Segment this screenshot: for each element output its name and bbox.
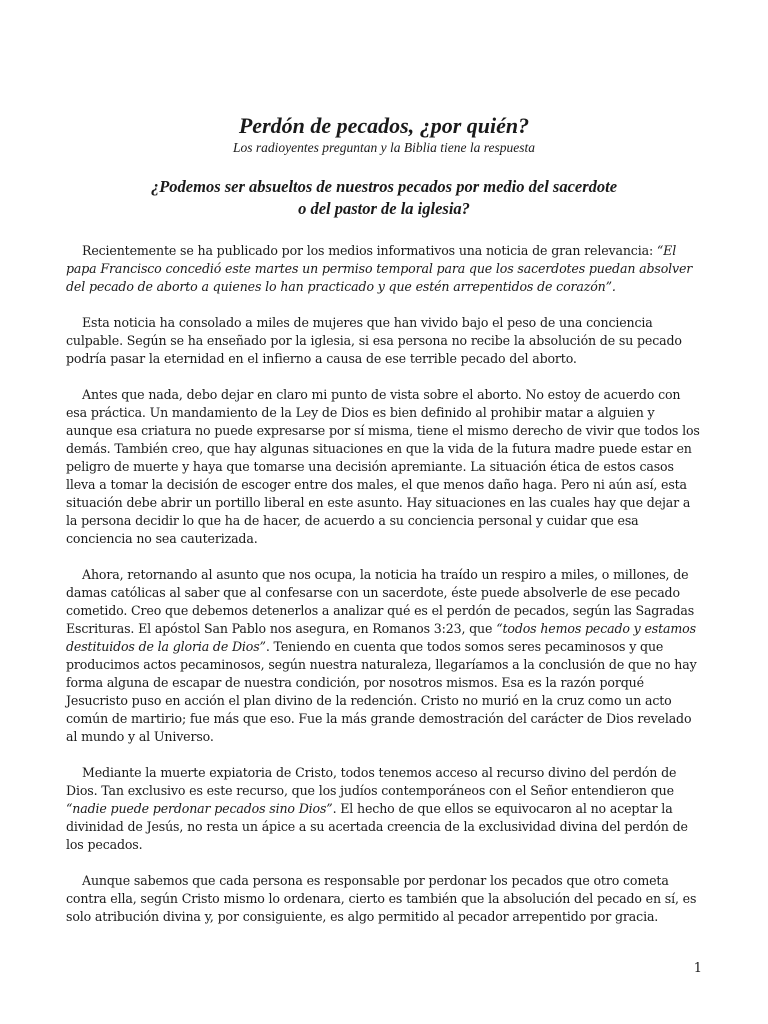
paragraph-1-text: Recientemente se ha publicado por los medios informativos una noticia de gran relevancia: [82,243,657,258]
paragraph-4-text-a: Ahora, retornando al asunto que nos ocupa, la noticia ha traído un respiro a miles, o millones, de damas católicas al saber que al confesarse con un sacerdote, éste puede absolverle de ese pecado cometido. Creo que debemos detenerlos a analizar qué es el perdón de pecados, según las Sagradas Escrituras. El apóstol San Pablo nos asegura, en Romanos 3:23, que [66,567,695,636]
question-heading [60,176,708,220]
paragraph-6: Aunque sabemos que cada persona es responsable por perdonar los pecados que otro cometa contra ella, según Cristo mismo lo ordenara, cierto es también que la absolución del pecado en sí, es solo atribución divina y, por consiguiente, es algo permitido al pecador arrepentido por gracia. [66,873,697,924]
paragraph-5-quote: “nadie puede perdonar pecados sino Dios” [66,801,333,816]
document-title: Perdón de pecados, ¿por quién? [238,113,530,138]
paragraph-5-text-a: Mediante la muerte expiatoria de Cristo, todos tenemos acceso al recurso divino del perdón de Dios. Tan exclusivo es este recurso, que los judíos contemporáneos con el Señor entendieron que [66,765,677,798]
paragraph-1-quote: “El papa Francisco concedió este martes un permiso temporal para que los sacerdotes puedan absolver del pecado de aborto a quienes lo han practicado y que estén arrepentidos de corazón”. [66,243,693,294]
paragraph-4-quote: “todos hemos pecado y estamos destituidos de la gloria de Dios” [66,621,696,654]
page-number: 1 [693,961,702,976]
paragraph-4 [66,566,702,746]
question-line-2: o del pastor de la iglesia? [298,199,470,218]
paragraph-2: Esta noticia ha consolado a miles de mujeres que han vivido bajo el peso de una conciencia culpable. Según se ha enseñado por la iglesia, si esa persona no recibe la absolución de su pecado podría pasar la eternidad en el infierno a causa de ese terrible pecado del aborto. [66,315,682,366]
paragraph-5 [66,764,702,854]
question-line-1: ¿Podemos ser absueltos de nuestros pecados por medio del sacerdote [150,177,618,196]
paragraph-5-text-b: . El hecho de que ellos se equivocaron al no aceptar la divinidad de Jesús, no resta un ápice a su acertada creencia de la exclusividad divina del perdón de los pecados. [66,801,688,852]
document-subtitle: Los radioyentes preguntan y la Biblia tiene la respuesta [233,140,535,155]
document-body [66,242,702,944]
paragraph-1 [66,242,702,296]
paragraph-3: Antes que nada, debo dejar en claro mi punto de vista sobre el aborto. No estoy de acuerdo con esa práctica. Un mandamiento de la Ley de Dios es bien definido al prohibir matar a alguien y aunque esa criatura no puede expresarse por sí misma, tiene el mismo derecho de vivir que todos los demás. También creo, que hay algunas situaciones en que la vida de la futura madre puede estar en peligro de muerte y haya que tomarse una decisión apremiante. La situación ética de estos casos lleva a tomar la decisión de escoger entre dos males, el que menos daño haga. Pero ni aún así, esta situación debe abrir un portillo liberal en este asunto. Hay situaciones en las cuales hay que dejar a la persona decidir lo que ha de hacer, de acuerdo a su conciencia personal y cuidar que esa conciencia no sea cauterizada. [66,387,700,546]
paragraph-4-text-b: . Teniendo en cuenta que todos somos seres pecaminosos y que producimos actos pecaminosos, según nuestra naturaleza, llegaríamos a la conclusión de que no hay forma alguna de escapar de nuestra condición, por nosotros mismos. Esa es la razón porqué Jesucristo puso en acción el plan divino de la redención. Cristo no murió en la cruz como un acto común de martirio; fue más que eso. Fue la más grande demostración del carácter de Dios revelado al mundo y al Universo. [66,639,697,744]
